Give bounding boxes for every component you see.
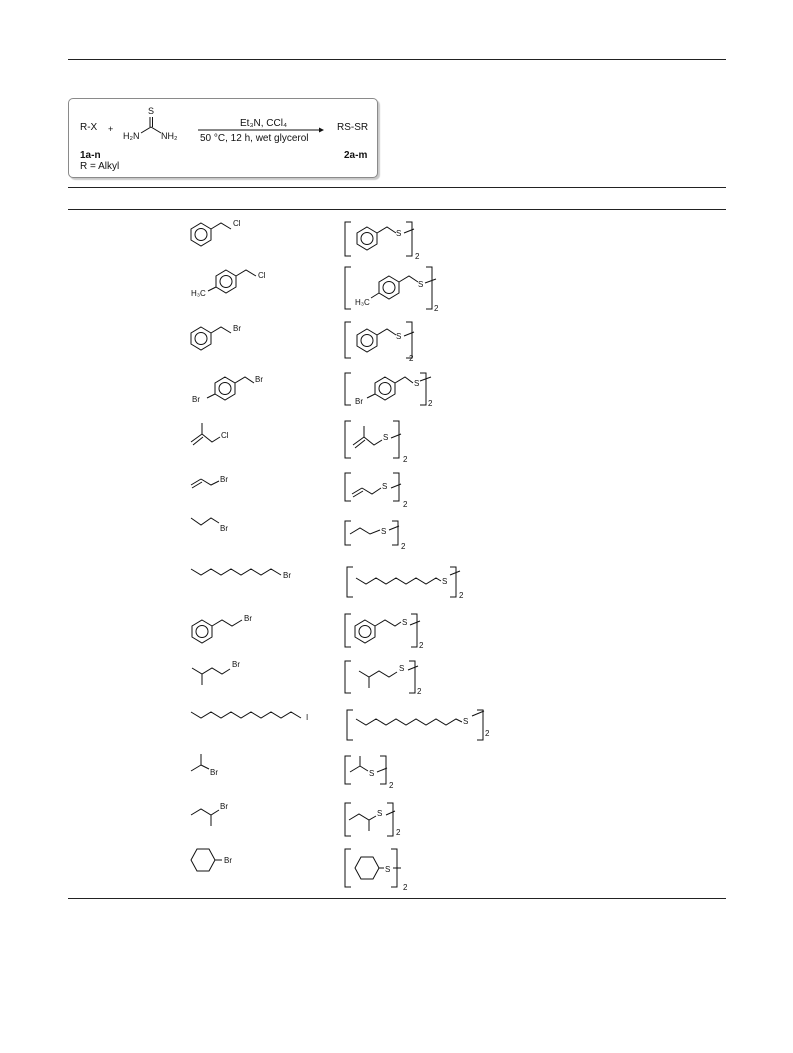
dimer-subscript: 2	[485, 729, 490, 738]
plus-sign: +	[108, 124, 114, 134]
product-12-atom	[369, 768, 381, 780]
leaving-group-label: Br	[220, 802, 228, 811]
product-8-atom	[442, 576, 454, 588]
product-4-atom	[414, 378, 426, 390]
substrate-3-leaving-group	[233, 323, 253, 335]
top-rule	[68, 59, 726, 60]
product-11-atom	[463, 716, 475, 728]
product-14-structure	[0, 0, 1, 1]
product-1-subscript	[415, 251, 425, 263]
sulfur-label: S	[399, 664, 405, 673]
substrate-10-leaving-group	[232, 659, 252, 671]
dimer-subscript: 2	[409, 354, 414, 363]
dimer-subscript: 2	[417, 687, 422, 696]
substrate-5-leaving-group	[221, 430, 241, 442]
leaving-group-label: Br	[255, 375, 263, 384]
leaving-group-label: Cl	[233, 219, 241, 228]
product-10-subscript	[417, 686, 427, 698]
leaving-group-label: Br	[220, 475, 228, 484]
sulfur-label: S	[382, 482, 388, 491]
leaving-group-label: Br	[220, 524, 228, 533]
sulfur-label: S	[418, 280, 424, 289]
sulfur-label: S	[381, 527, 387, 536]
product-2-substituent	[355, 297, 375, 309]
sulfur-label: S	[369, 769, 375, 778]
dimer-subscript: 2	[459, 591, 464, 600]
product-8-subscript	[459, 590, 469, 602]
thiourea-amine-left: H₂N	[123, 131, 140, 141]
product-9-atom	[402, 617, 414, 629]
dimer-subscript: 2	[428, 399, 433, 408]
dimer-subscript: 2	[403, 883, 408, 892]
sulfur-label: S	[463, 717, 469, 726]
bottom-rule	[68, 898, 726, 899]
methyl-label: H₃C	[355, 298, 370, 307]
starting-material-label: 1a-n	[80, 150, 101, 161]
bromo-label: Br	[192, 395, 200, 404]
product-2-atom	[418, 279, 430, 291]
leaving-group-label: Br	[224, 856, 232, 865]
leaving-group-label: Br	[232, 660, 240, 669]
dimer-subscript: 2	[389, 781, 394, 790]
substrate-14-leaving-group	[224, 855, 244, 867]
product-6-atom	[382, 481, 394, 493]
dimer-subscript: 2	[401, 542, 406, 551]
sulfur-label: S	[414, 379, 420, 388]
substrate-4-substituent	[192, 394, 212, 406]
leaving-group-label: Br	[244, 614, 252, 623]
substrate-13-leaving-group	[220, 801, 240, 813]
reaction-arrow	[69, 99, 70, 100]
product-7-atom	[381, 526, 393, 538]
bromo-label: Br	[355, 397, 363, 406]
sulfur-label: S	[396, 332, 402, 341]
product-4-subscript	[428, 398, 438, 410]
product-9-subscript	[419, 640, 429, 652]
product-14-atom	[385, 864, 397, 876]
leaving-group-label: Br	[283, 571, 291, 580]
sulfur-label: S	[383, 433, 389, 442]
r-definition: R = Alkyl	[80, 161, 120, 172]
substrate-7-leaving-group	[220, 523, 240, 535]
substrate-2-leaving-group	[258, 270, 278, 282]
product-1-atom	[396, 228, 408, 240]
methyl-label: H₃C	[191, 289, 206, 298]
dimer-subscript: 2	[419, 641, 424, 650]
product-4-substituent	[355, 396, 375, 408]
dimer-subscript: 2	[434, 304, 439, 313]
product-5-atom	[383, 432, 395, 444]
leaving-group-label: Cl	[258, 271, 266, 280]
dimer-subscript: 2	[403, 455, 408, 464]
product-13-atom	[377, 808, 389, 820]
reactant-rx: R-X	[80, 122, 98, 133]
product-3-subscript	[409, 353, 419, 365]
reagents-label: Et₃N, CCl₄	[240, 118, 288, 129]
sulfur-label: S	[402, 618, 408, 627]
product-11-subscript	[485, 728, 495, 740]
product-7-subscript	[401, 541, 411, 553]
product-14-subscript	[403, 882, 413, 894]
leaving-group-label: I	[306, 713, 309, 722]
product-rssr: RS-SR	[337, 122, 369, 133]
product-13-subscript	[396, 827, 406, 839]
sulfur-label: S	[396, 229, 402, 238]
substrate-9-leaving-group	[244, 613, 264, 625]
sulfur-label: S	[385, 865, 391, 874]
header-rule-upper	[68, 187, 726, 188]
leaving-group-label: Br	[233, 324, 241, 333]
leaving-group-label: Cl	[221, 431, 229, 440]
dimer-subscript: 2	[415, 252, 420, 261]
substrate-4-leaving-group	[255, 374, 275, 386]
sulfur-label: S	[377, 809, 383, 818]
sulfur-label: S	[442, 577, 448, 586]
conditions-label: 50 °C, 12 h, wet glycerol	[200, 133, 309, 144]
substrate-2-substituent	[191, 288, 211, 300]
substrate-8-leaving-group	[283, 570, 303, 582]
thiourea-amine-right: NH₂	[161, 131, 178, 141]
substrate-11-leaving-group	[306, 712, 318, 724]
product-2-subscript	[434, 303, 444, 315]
product-label: 2a-m	[344, 150, 368, 161]
product-3-atom	[396, 331, 408, 343]
dimer-subscript: 2	[396, 828, 401, 837]
substrate-12-leaving-group	[210, 767, 230, 779]
substrate-1-leaving-group	[233, 218, 253, 230]
dimer-subscript: 2	[403, 500, 408, 509]
thiourea-sulfur: S	[148, 106, 155, 116]
product-6-subscript	[403, 499, 413, 511]
product-5-subscript	[403, 454, 413, 466]
product-10-atom	[399, 663, 411, 675]
product-12-subscript	[389, 780, 399, 792]
leaving-group-label: Br	[210, 768, 218, 777]
reaction-scheme	[68, 98, 378, 178]
header-rule-lower	[68, 209, 726, 210]
substrate-6-leaving-group	[220, 474, 240, 486]
